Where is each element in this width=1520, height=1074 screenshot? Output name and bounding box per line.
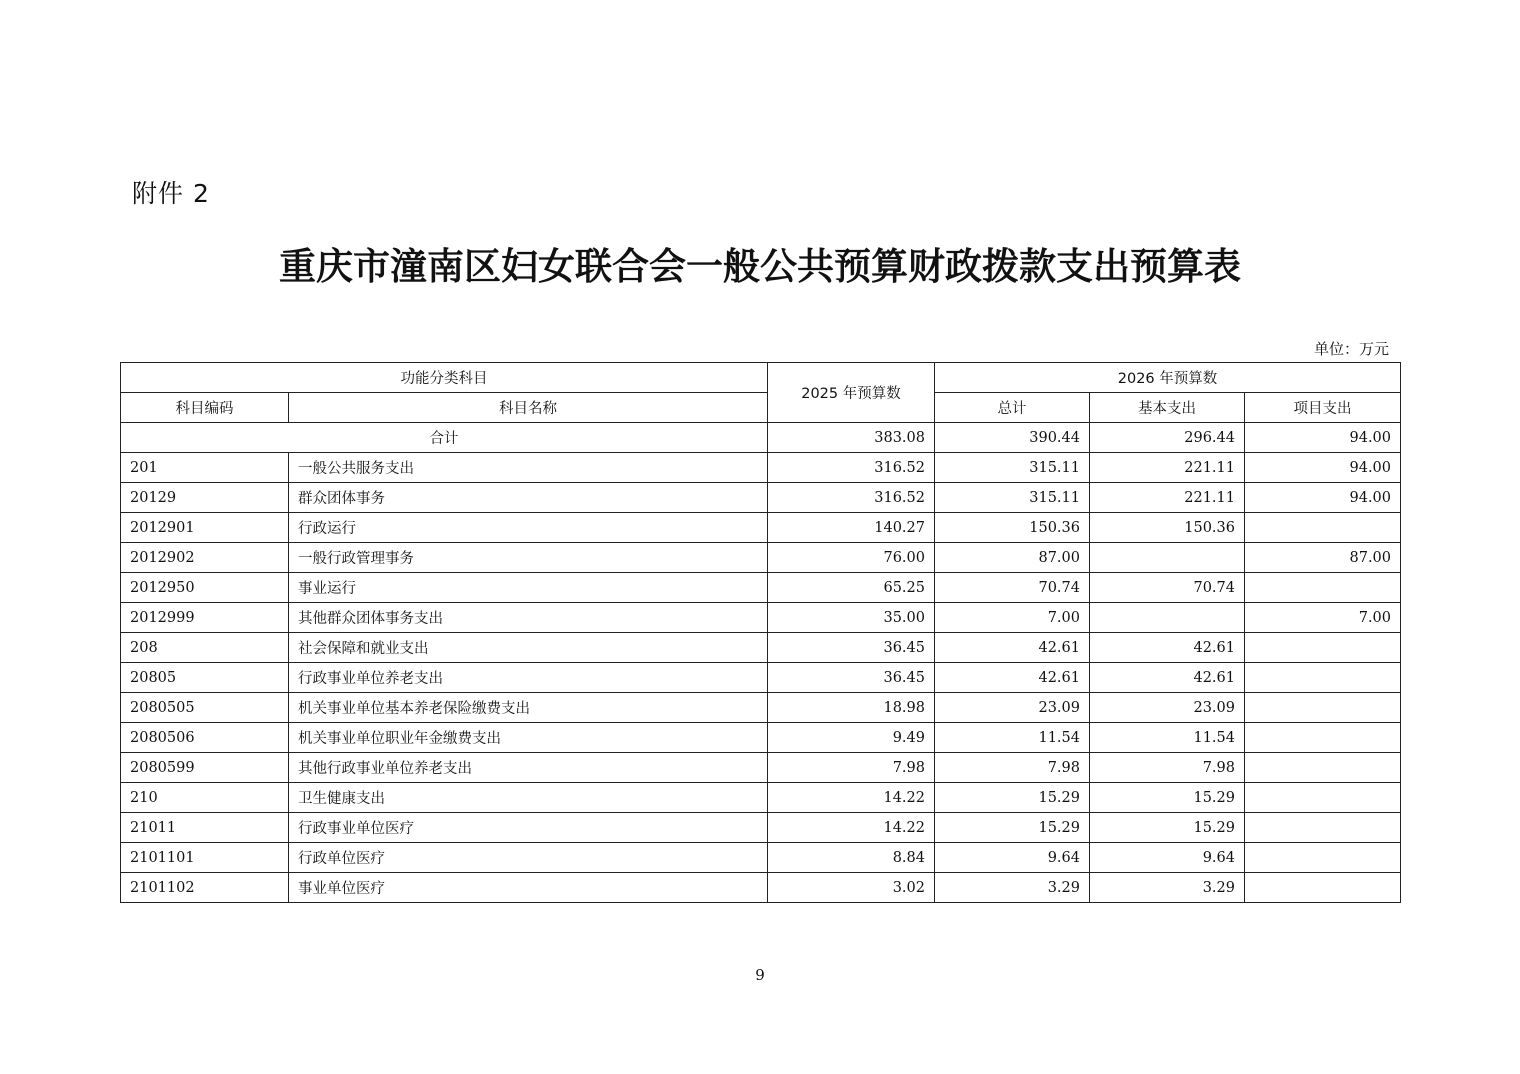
total-project: 94.00 [1245,423,1401,453]
row-project [1245,693,1401,723]
table-row [121,633,1401,663]
row-code: 208 [121,633,289,663]
row-code: 2012999 [121,603,289,633]
row-name: 一般行政管理事务 [289,543,768,573]
table-row [121,573,1401,603]
row-b2025: 3.02 [768,873,935,903]
row-total: 42.61 [935,663,1090,693]
table-row [121,483,1401,513]
row-name: 群众团体事务 [289,483,768,513]
row-name: 机关事业单位职业年金缴费支出 [289,723,768,753]
row-code: 21011 [121,813,289,843]
table-row [121,843,1401,873]
row-basic: 23.09 [1090,693,1245,723]
page-number: 9 [755,966,765,984]
row-total: 315.11 [935,453,1090,483]
row-code: 2012902 [121,543,289,573]
row-project: 7.00 [1245,603,1401,633]
row-total: 3.29 [935,873,1090,903]
row-basic [1090,603,1245,633]
row-code: 2080506 [121,723,289,753]
header-functional-class: 功能分类科目 [121,363,768,393]
header-total: 总计 [935,393,1090,423]
attachment-label: 附件 2 [132,179,210,208]
row-project [1245,573,1401,603]
row-b2025: 18.98 [768,693,935,723]
row-total: 11.54 [935,723,1090,753]
table-row [121,543,1401,573]
row-project [1245,633,1401,663]
header-budget-2025: 2025 年预算数 [768,363,935,423]
table-row [121,693,1401,723]
row-code: 2012950 [121,573,289,603]
row-name: 行政事业单位医疗 [289,813,768,843]
row-code: 2101101 [121,843,289,873]
total-total: 390.44 [935,423,1090,453]
row-name: 事业单位医疗 [289,873,768,903]
row-project [1245,783,1401,813]
total-label: 合计 [121,423,768,453]
row-total: 9.64 [935,843,1090,873]
row-project: 94.00 [1245,453,1401,483]
row-b2025: 35.00 [768,603,935,633]
page-title: 重庆市潼南区妇女联合会一般公共预算财政拨款支出预算表 [279,244,1241,288]
header-basic: 基本支出 [1090,393,1245,423]
table-row [121,783,1401,813]
row-code: 2012901 [121,513,289,543]
row-basic: 42.61 [1090,633,1245,663]
row-code: 2080505 [121,693,289,723]
total-row [121,423,1401,453]
row-basic: 70.74 [1090,573,1245,603]
row-project [1245,843,1401,873]
header-name: 科目名称 [289,393,768,423]
row-project [1245,723,1401,753]
row-basic: 221.11 [1090,483,1245,513]
row-name: 行政事业单位养老支出 [289,663,768,693]
row-total: 7.98 [935,753,1090,783]
row-project [1245,813,1401,843]
row-basic: 42.61 [1090,663,1245,693]
row-name: 其他行政事业单位养老支出 [289,753,768,783]
table-row [121,813,1401,843]
budget-table [120,362,1401,903]
table-row [121,753,1401,783]
row-b2025: 8.84 [768,843,935,873]
row-basic: 221.11 [1090,453,1245,483]
row-name: 事业运行 [289,573,768,603]
table-row [121,603,1401,633]
row-code: 201 [121,453,289,483]
header-row-2 [121,393,1401,423]
unit-label: 单位：万元 [1313,340,1389,358]
row-b2025: 65.25 [768,573,935,603]
row-basic: 15.29 [1090,783,1245,813]
row-total: 150.36 [935,513,1090,543]
row-basic: 7.98 [1090,753,1245,783]
row-basic [1090,543,1245,573]
row-basic: 3.29 [1090,873,1245,903]
row-b2025: 36.45 [768,663,935,693]
header-row-1 [121,363,1401,393]
row-project: 94.00 [1245,483,1401,513]
total-basic: 296.44 [1090,423,1245,453]
row-code: 2080599 [121,753,289,783]
header-budget-2026: 2026 年预算数 [935,363,1401,393]
row-name: 行政单位医疗 [289,843,768,873]
row-name: 一般公共服务支出 [289,453,768,483]
row-total: 87.00 [935,543,1090,573]
row-basic: 11.54 [1090,723,1245,753]
row-total: 15.29 [935,783,1090,813]
row-total: 70.74 [935,573,1090,603]
row-b2025: 7.98 [768,753,935,783]
row-name: 社会保障和就业支出 [289,633,768,663]
row-total: 42.61 [935,633,1090,663]
row-total: 15.29 [935,813,1090,843]
header-code: 科目编码 [121,393,289,423]
row-code: 210 [121,783,289,813]
total-b2025: 383.08 [768,423,935,453]
table-row [121,513,1401,543]
row-project: 87.00 [1245,543,1401,573]
row-basic: 15.29 [1090,813,1245,843]
row-project [1245,873,1401,903]
row-project [1245,753,1401,783]
table-row [121,723,1401,753]
row-b2025: 36.45 [768,633,935,663]
table-row [121,453,1401,483]
row-project [1245,663,1401,693]
row-b2025: 14.22 [768,813,935,843]
row-name: 行政运行 [289,513,768,543]
row-basic: 150.36 [1090,513,1245,543]
row-b2025: 14.22 [768,783,935,813]
row-name: 卫生健康支出 [289,783,768,813]
row-b2025: 9.49 [768,723,935,753]
row-b2025: 76.00 [768,543,935,573]
row-name: 其他群众团体事务支出 [289,603,768,633]
row-b2025: 316.52 [768,453,935,483]
row-b2025: 316.52 [768,483,935,513]
row-total: 23.09 [935,693,1090,723]
table-row [121,873,1401,903]
row-code: 20129 [121,483,289,513]
row-code: 2101102 [121,873,289,903]
row-total: 7.00 [935,603,1090,633]
row-name: 机关事业单位基本养老保险缴费支出 [289,693,768,723]
table-row [121,663,1401,693]
row-project [1245,513,1401,543]
row-basic: 9.64 [1090,843,1245,873]
row-b2025: 140.27 [768,513,935,543]
row-code: 20805 [121,663,289,693]
header-project: 项目支出 [1245,393,1401,423]
row-total: 315.11 [935,483,1090,513]
